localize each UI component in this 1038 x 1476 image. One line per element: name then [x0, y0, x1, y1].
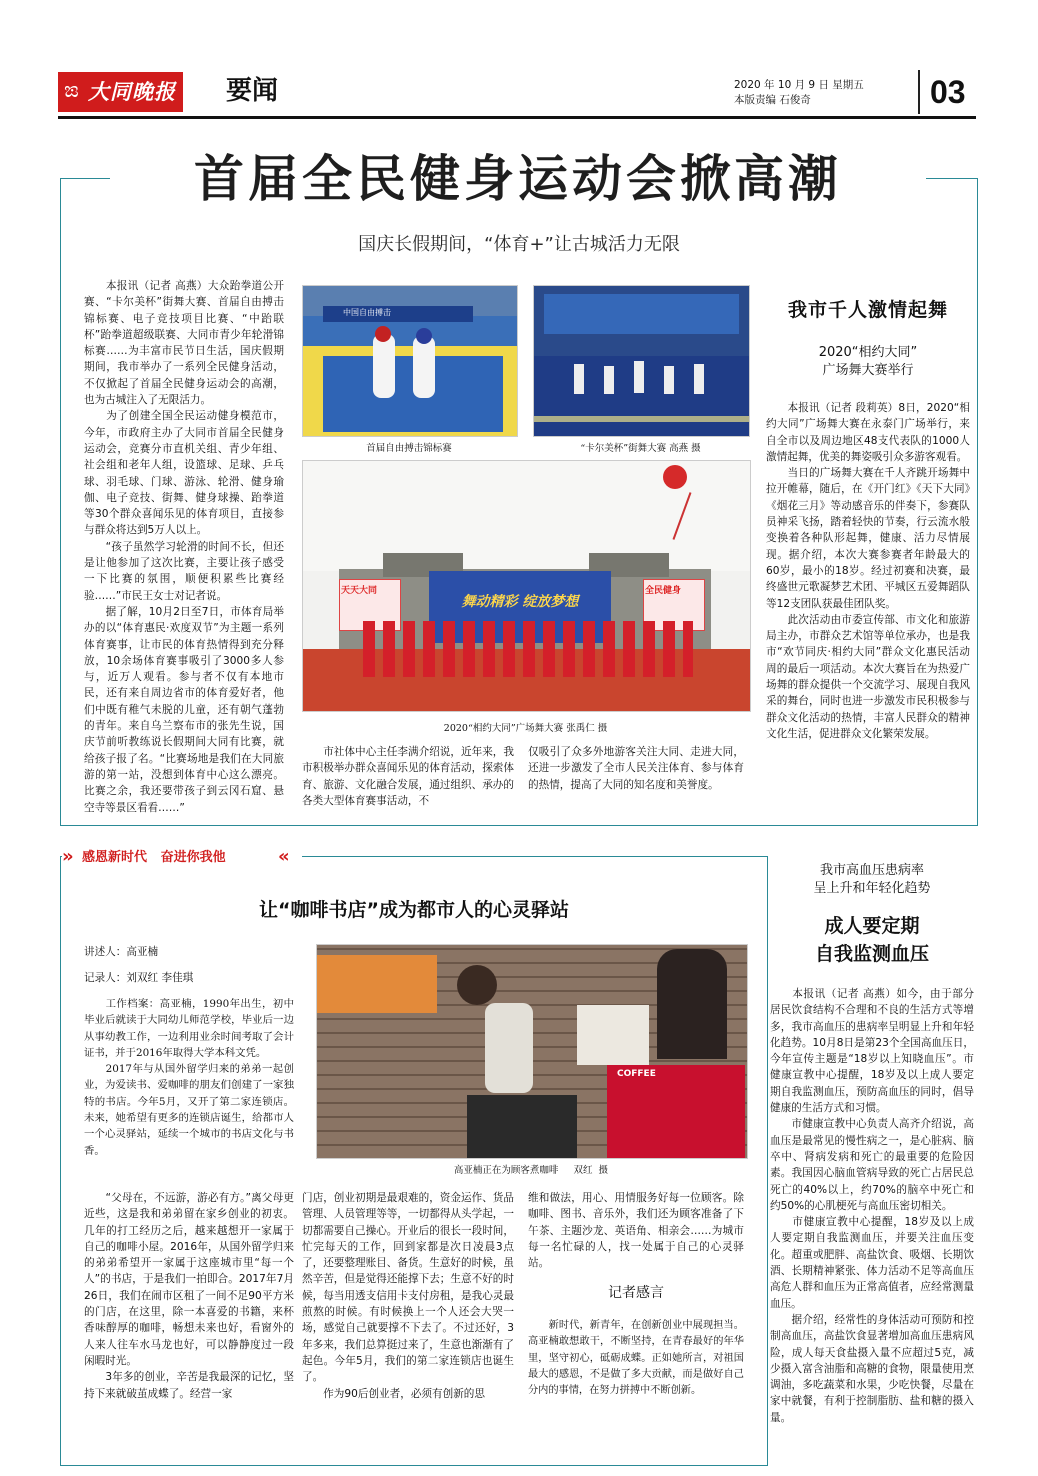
chevron-left-icon: «: [278, 846, 290, 867]
lead-column-3: 仅吸引了众多外地游客关注大同、走进大同，还进一步激发了全市人民关注体育、参与体育的热情，提高了大同的知名度和美誉度。: [528, 746, 744, 791]
banner-text: 中国自由搏击: [343, 308, 391, 317]
sidebar1-body: 本报讯（记者 段莉英）8日，2020“相约大同”广场舞大赛在永泰门广场举行，来自全市以及周边地区48支代表队的1000人激情起舞，优美的舞姿吸引众多游客观看。 当日的广场舞大赛在千人齐跳开场舞中拉开帷幕，随后，在《开门红》《天下大同》《烟花三月》等动感音乐的伴奏下，参赛队员神采飞扬，踏着轻快的节奏，行云流水般变换着各种队形起舞，健康、活力尽情展现。据介绍，本次大赛参赛者年龄最大的60岁，最小的18岁。经过初赛和决赛，最终盛世元歌凝梦艺术团、平城区五爱舞蹈队等12支团队获最佳团队奖。 此次活动由市委宣传部、市文化和旅游局主办，市群众艺术馆等单位承办，也是我市“欢节同庆·相约大同”群众文化惠民活动周的最后一项活动。本次大赛旨在为热爱广场舞的群众提供一个交流学习、展现自我风采的舞台，同时也进一步激发市民积极参与群众文化活动的热情，丰富人民群众的精神文化生活，促进群众文化繁荣发展。: [766, 402, 970, 740]
masthead-editor: 本版责编 石俊奇: [734, 94, 811, 106]
masthead-logo: [58, 72, 183, 112]
feature-headline: 让“咖啡书店”成为都市人的心灵驿站: [259, 899, 569, 921]
masthead-divider: [918, 70, 920, 114]
chevron-right-icon: »: [62, 846, 74, 867]
sidebar2-headline: 成人要定期 自我监测血压: [814, 915, 929, 965]
feature-speaker: 讲述人：高亚楠: [84, 946, 159, 958]
photo-squaredance: [302, 460, 751, 712]
photo-streetdance: [533, 285, 750, 437]
feature-column-1: “父母在，不远游，游必有方。”离父母更近些，这是我和弟弟留在家乡创业的初衷。几年的打工经历之后，越来越想开一家属于自己的咖啡小屋。2016年，从国外留学归来的弟弟希望开一家属于这座城市里“每一个人”的书店，于是我们一拍即合。2017年7月26日，我们在闹市区租了一间不足90平方米的门店，在这里，除一本喜爱的书籍，来杯香味醇厚的咖啡，畅想未来也好，看窗外的人来人往车水马龙也好，可以静静度过一段闲暇时光。 3年多的创业，辛苦是我最深的记忆，坚持下来就破茧成蝶了。经营一家: [84, 1192, 294, 1400]
feature-column-2: 门店，创业初期是最艰难的，资金运作、货品管理、人员管理等等，一切都得从头学起，一切都需要自己操心。开业后的很长一段时间，忙完每天的工作，回到家都是次日凌晨3点了，还要整理账目、备货。生意好的时候，虽然辛苦，但是觉得还能撑下去；生意不好的时候，每当用透支信用卡支付房租，是我心灵最煎熬的时候。有时候换上一个人还会大哭一场，感觉自己就要撑不下去了。不过还好，3年多来，我们总算挺过来了，生意也渐渐有了起色。今年5月，我们的第二家连锁店也诞生了。 作为90后创业者，必须有创新的思: [302, 1192, 514, 1400]
section-title: 要闻: [226, 76, 279, 106]
reporter-note-title: 记者感言: [608, 1285, 664, 1301]
coffee-sign: COFFEE: [617, 1069, 656, 1079]
logo-flame-icon: ಙ: [64, 78, 79, 103]
reporter-note-body: 新时代，新青年，在创新创业中展现担当。高亚楠敢想敢干，不断坚持，在青春最好的年华里，坚守初心，砥砺成蝶。正如她所言，对祖国最大的感恩，不是做了多大贡献，而是做好自己分内的事情，在努力拼搏中不断创新。: [528, 1320, 744, 1397]
column-tag-text: 感恩新时代 奋进你我他: [82, 850, 226, 865]
photo-streetdance-caption: “卡尔美杯”街舞大赛 高燕 摄: [580, 443, 701, 454]
sidebar1-subheadline: 2020“相约大同” 广场舞大赛举行: [818, 345, 918, 378]
board-right: 全民健身: [645, 586, 682, 596]
lead-subheadline: 国庆长假期间，“体育+”让古城活力无限: [358, 234, 680, 255]
photo-coffee-caption: 高亚楠正在为顾客煮咖啡 双红 摄: [453, 1165, 609, 1176]
page-number: 03: [930, 74, 966, 110]
photo-kickboxing-caption: 首届自由搏击锦标赛: [366, 443, 452, 454]
stage-slogan: 舞动精彩 绽放梦想: [461, 594, 579, 610]
masthead-date: 2020 年 10 月 9 日 星期五: [734, 79, 864, 91]
sidebar2-body: 本报讯（记者 高燕）如今，由于部分居民饮食结构不合理和不良的生活方式等增多，我市高血压的患病率呈明显上升和年轻化趋势。10月8日是第23个全国高血压日，今年宣传主题是“18岁以上知晓血压”。市健康宣教中心提醒，18岁及以上成人要定期自我监测血压，预防高血压的同时，倡导健康的生活方式和习惯。 市健康宣教中心负责人高齐介绍说，高血压是最常见的慢性病之一，是心脏病、脑卒中、肾病发病和死亡的最重要的危险因素。我国因心脑血管病导致的死亡占居民总死亡的40%以上，约70%的脑卒中死亡和约50%的心肌梗死与高血压密切相关。 市健康宣教中心提醒，18岁及以上成人要定期自我监测血压，并要关注血压变化。超重或肥胖、高盐饮食、吸烟、长期饮酒、长期精神紧张、体力活动不足等高血压高危人群和血压为正常高值者，应经常测量血压。 据介绍，经常性的身体活动可预防和控制高血压，高盐饮食显著增加高血压患病风险，成人每天食盐摄入量不应超过5克，减少摄入富含油脂和高糖的食物，限量使用烹调油，多吃蔬菜和水果，少吃快餐，尽量在家中就餐，有利于控制脂肪、盐和糖的摄入量。: [770, 988, 974, 1424]
column-tag: [62, 846, 302, 870]
sidebar2-kicker: 我市高血压患病率 呈上升和年轻化趋势: [813, 863, 931, 896]
photo-coffee-barista: [316, 944, 748, 1159]
lead-column-1: 本报讯（记者 高燕）大众跆拳道公开赛、“卡尔美杯”街舞大赛、首届自由搏击锦标赛、电子竞技项目比赛、“中跆联杯”跆拳道超级联赛、大同市青少年轮滑锦标赛……为丰富市民节日生活，国庆假期期间，我市举办了一系列全民健身活动，不仅掀起了首届全民健身运动会的高潮，也为古城注入了无限活力。 为了创建全国全民运动健身模范市，今年，市政府主办了大同市首届全民健身运动会，竞赛分市直机关组、青少年组、社会组和老年人组，设篮球、足球、乒乓球、羽毛球、门球、游泳、轮滑、健身瑜伽、电子竞技、街舞、健身球操、跆拳道等30个群众喜闻乐见的体育项目，直接参与群众将达到5万人以上。 “孩子虽然学习轮滑的时间不长，但还是让他参加了这次比赛，主要让孩子感受一下比赛的氛围，顺便积累些比赛经验……”市民王女士对记者说。 据了解，10月2日至7日，市体育局举办的以“体育惠民·欢度双节”为主题一系列体育赛事，让市民的体育热情得到充分释放，10余场体育赛事吸引了3000多人参与，近万人观看。参与者不仅有本地市民，还有来自周边省市的体育爱好者，他们中既有稚气未脱的儿童，还有朝气蓬勃的青年。来自乌兰察布市的张先生说，国庆节前听教练说长假期间大同有比赛，就给孩子报了名。“比赛场地是我们在大同旅游的第一站，没想到体育中心这么漂亮。比赛之余，我还要带孩子到云冈石窟、悬空寺等景区看看……”: [84, 280, 284, 814]
photo-squaredance-caption: 2020“相约大同”广场舞大赛 张禹仁 摄: [443, 723, 608, 734]
board-left: 天天大同: [341, 586, 378, 596]
logo-text: 大同晚报: [88, 79, 176, 104]
feature-recorder: 记录人：刘双红 李佳琪: [84, 972, 194, 984]
photo-kickboxing: [302, 285, 518, 437]
kite-icon: [663, 465, 687, 489]
lead-column-2: 市社体中心主任李满介绍说，近年来，我市积极举办群众喜闻乐见的体育活动，探索体育、旅游、文化融合发展，通过组织、承办的各类大型体育赛事活动，不: [302, 746, 514, 807]
feature-profile: 工作档案：高亚楠，1990年出生，初中毕业后就读于大同幼儿师范学校，毕业后一边从事幼教工作，一边利用业余时间考取了会计证书，并于2016年取得大学本科文凭。 2017年与从国外留学归来的弟弟一起创业，为爱读书、爱咖啡的朋友们创建了一家独特的书店。今年5月，又开了第二家连锁店。未来，她希望有更多的连锁店诞生，给都市人一个心灵驿站，延续一个城市的书店文化与书香。: [84, 998, 294, 1157]
feature-column-3: 维和做法，用心、用情服务好每一位顾客。除咖啡、图书、音乐外，我们还为顾客准备了下午茶、主题沙龙、英语角、相亲会……为城市每一名忙碌的人，找一处属于自己的心灵驿站。: [528, 1192, 744, 1270]
masthead-rule: [58, 116, 976, 119]
lead-headline: 首届全民健身运动会掀高潮: [194, 150, 842, 208]
sidebar1-headline: 我市千人激情起舞: [787, 299, 948, 321]
